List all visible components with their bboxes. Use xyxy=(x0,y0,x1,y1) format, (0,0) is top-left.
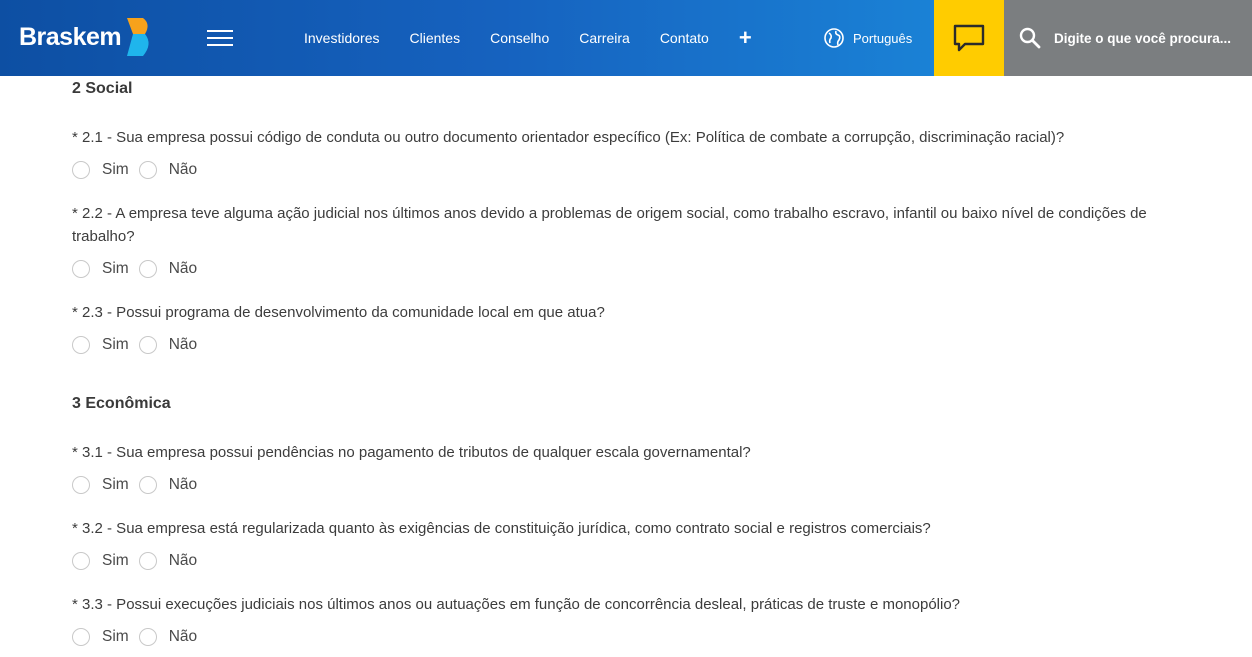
radio-nao[interactable] xyxy=(139,161,197,179)
nav-investidores[interactable]: Investidores xyxy=(304,30,380,46)
options-3-3 xyxy=(72,628,207,646)
question-2-1: * 2.1 - Sua empresa possui código de conduta ou outro documento orientador específico (Ex: Política de combate a corrupção, discriminação racial)? xyxy=(72,129,1065,146)
language-selector[interactable] xyxy=(824,0,912,76)
logo-text: Braskem xyxy=(19,22,122,51)
radio-circle[interactable] xyxy=(72,476,90,494)
radio-sim[interactable] xyxy=(72,628,129,646)
nav-carreira[interactable]: Carreira xyxy=(579,30,630,46)
radio-nao[interactable] xyxy=(139,260,197,278)
question-2-2: * 2.2 - A empresa teve alguma ação judicial nos últimos anos devido a problemas de origem social, como trabalho escravo, infantil ou baixo nível de condições de trabalho? xyxy=(72,205,1147,245)
radio-circle[interactable] xyxy=(72,161,90,179)
option-label: Sim xyxy=(102,260,129,277)
nav-more-plus-icon[interactable]: + xyxy=(738,25,752,50)
language-label: Português xyxy=(853,30,913,46)
options-2-3 xyxy=(72,336,207,354)
question-3-3: * 3.3 - Possui execuções judiciais nos últimos anos ou autuações em função de concorrência desleal, práticas de truste e monopólio? xyxy=(72,596,961,613)
nav-conselho[interactable]: Conselho xyxy=(490,30,550,46)
option-label: Não xyxy=(168,552,198,569)
radio-sim[interactable] xyxy=(72,161,129,179)
radio-circle[interactable] xyxy=(72,260,90,278)
site-header xyxy=(0,0,1252,76)
radio-sim[interactable] xyxy=(72,260,129,278)
option-label: Não xyxy=(168,628,198,645)
question-2-3: * 2.3 - Possui programa de desenvolvimento da comunidade local em que atua? xyxy=(72,304,605,321)
radio-circle[interactable] xyxy=(72,552,90,570)
option-label: Sim xyxy=(102,336,129,353)
section-title-economica: 3 Econômica xyxy=(72,395,171,412)
option-label: Sim xyxy=(102,628,129,645)
radio-circle[interactable] xyxy=(72,628,90,646)
radio-circle[interactable] xyxy=(139,161,157,179)
options-3-2 xyxy=(72,552,207,570)
option-label: Sim xyxy=(102,476,129,493)
option-label: Sim xyxy=(102,552,129,569)
braskem-logo[interactable] xyxy=(19,16,153,58)
logo-mark-icon xyxy=(123,16,153,58)
radio-nao[interactable] xyxy=(139,552,197,570)
options-2-1 xyxy=(72,161,207,179)
radio-circle[interactable] xyxy=(139,476,157,494)
menu-icon[interactable] xyxy=(207,30,233,46)
options-3-1 xyxy=(72,476,207,494)
radio-sim[interactable] xyxy=(72,336,129,354)
main-nav xyxy=(304,0,752,76)
globe-icon xyxy=(824,28,844,48)
nav-contato[interactable]: Contato xyxy=(659,30,709,46)
radio-nao[interactable] xyxy=(139,336,197,354)
radio-sim[interactable] xyxy=(72,476,129,494)
option-label: Não xyxy=(168,476,198,493)
radio-nao[interactable] xyxy=(139,628,197,646)
option-label: Sim xyxy=(102,161,129,178)
chat-bubble-icon xyxy=(953,24,985,52)
option-label: Não xyxy=(168,161,198,178)
radio-circle[interactable] xyxy=(139,552,157,570)
radio-circle[interactable] xyxy=(72,336,90,354)
question-3-1: * 3.1 - Sua empresa possui pendências no pagamento de tributos de qualquer escala governamental? xyxy=(72,444,751,461)
option-label: Não xyxy=(168,260,198,277)
radio-circle[interactable] xyxy=(139,336,157,354)
radio-nao[interactable] xyxy=(139,476,197,494)
radio-circle[interactable] xyxy=(139,628,157,646)
option-label: Não xyxy=(168,336,198,353)
radio-circle[interactable] xyxy=(139,260,157,278)
section-title-social: 2 Social xyxy=(72,80,133,97)
question-3-2: * 3.2 - Sua empresa está regularizada quanto às exigências de constituição jurídica, como contrato social e registros comerciais? xyxy=(72,520,931,537)
search-icon xyxy=(1019,27,1041,49)
nav-clientes[interactable]: Clientes xyxy=(409,30,461,46)
options-2-2 xyxy=(72,260,207,278)
radio-sim[interactable] xyxy=(72,552,129,570)
chat-button[interactable] xyxy=(934,0,1004,76)
search-input[interactable]: Digite o que você procura... xyxy=(1054,30,1232,46)
search-bar[interactable] xyxy=(1004,0,1252,76)
